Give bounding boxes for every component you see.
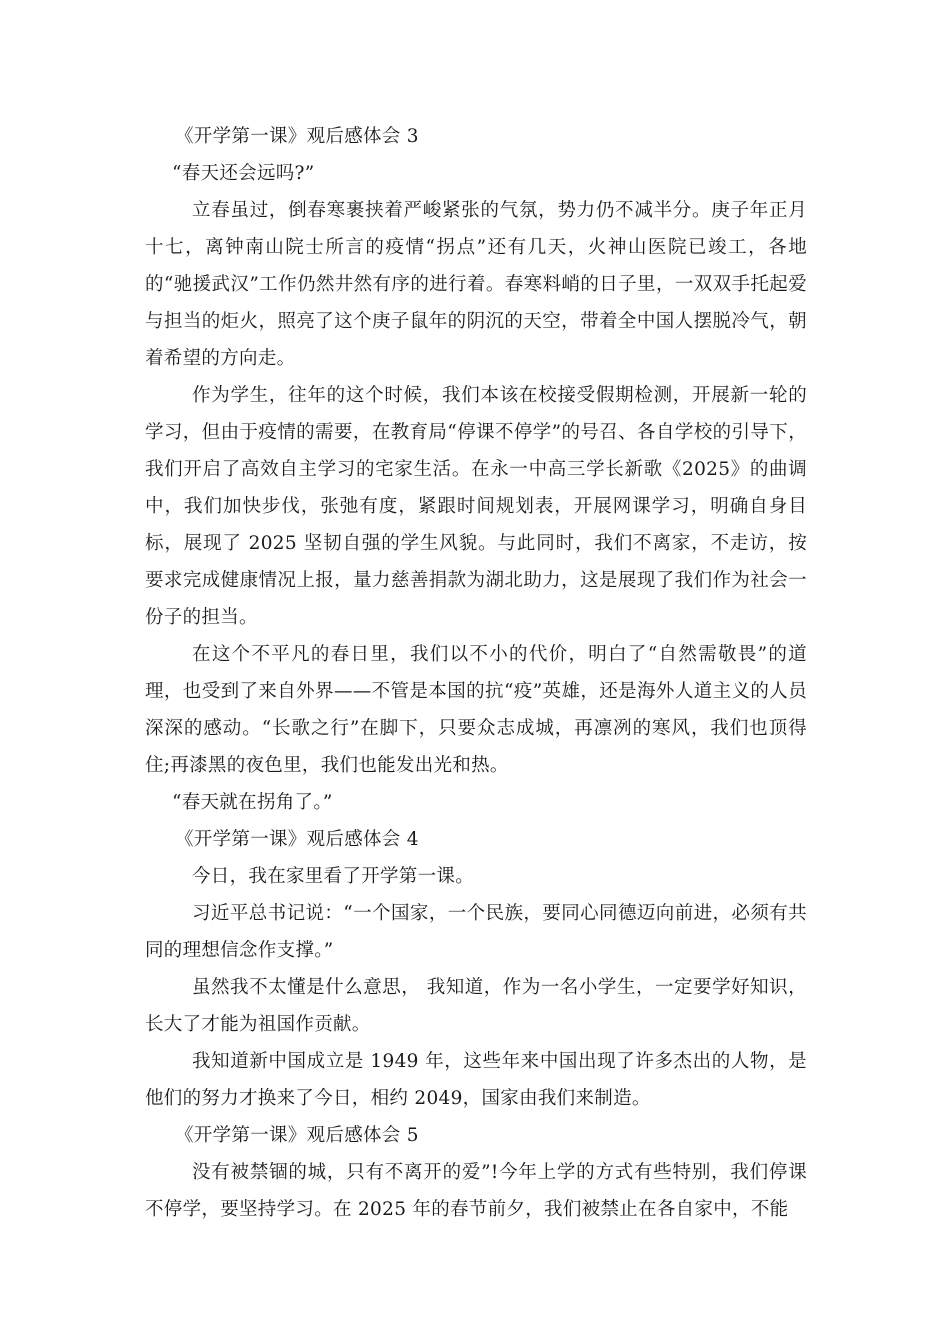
paragraph: 作为学生，往年的这个时候，我们本该在校接受假期检测，开展新一轮的学习，但由于疫情的需要，在教育局“停课不停学”的号召、各自学校的引导下，我们开启了高效自主学习的宅家生活。在永一中高三学长新歌《2025》的曲调中，我们加快步伐，张弛有度，紧跟时间规划表，开展网课学习，明确自身目标，展现了 2025 坚韧自强的学生风貌。与此同时，我们不离家，不走访，按要求完成健康情况上报，量力慈善捐款为湖北助力，这是展现了我们作为社会一份子的担当。 — [145, 385, 807, 628]
section-heading-4: 《开学第一课》观后感体会 4 — [175, 829, 419, 850]
paragraph: 没有被禁锢的城，只有不离开的爱”!今年上学的方式有些特别，我们停课不停学，要坚持学习。在 2025 年的春节前夕，我们被禁止在各自家中，不能 — [145, 1162, 807, 1220]
paragraph: 立春虽过，倒春寒裹挟着严峻紧张的气氛，势力仍不减半分。庚子年正月十七，离钟南山院士所言的疫情“拐点”还有几天，火神山医院已竣工，各地的“驰援武汉”工作仍然井然有序的进行着。春寒料峭的日子里，一双双手托起爱与担当的炬火，照亮了这个庚子鼠年的阴沉的天空，带着全中国人摆脱冷气，朝着希望的方向走。 — [145, 200, 807, 369]
closing-quote: “春天就在拐角了。” — [172, 792, 333, 813]
section-heading-3: 《开学第一课》观后感体会 3 — [175, 126, 419, 147]
opening-quote: “春天还会远吗?” — [172, 163, 315, 184]
paragraph: 在这个不平凡的春日里，我们以不小的代价，明白了“自然需敬畏”的道理，也受到了来自外界——不管是本国的抗“疫”英雄，还是海外人道主义的人员深深的感动。“长歌之行”在脚下，只要众志成城，再凛冽的寒风，我们也顶得住;再漆黑的夜色里，我们也能发出光和热。 — [145, 644, 807, 776]
document-body — [145, 118, 807, 1228]
section-heading-5: 《开学第一课》观后感体会 5 — [175, 1125, 419, 1146]
paragraph: 虽然我不太懂是什么意思， 我知道，作为一名小学生，一定要学好知识，长大了才能为祖国作贡献。 — [145, 977, 807, 1035]
paragraph: 习近平总书记说：“一个国家，一个民族，要同心同德迈向前进，必须有共同的理想信念作支撑。” — [145, 903, 807, 961]
paragraph: 今日，我在家里看了开学第一课。 — [192, 866, 475, 887]
paragraph: 我知道新中国成立是 1949 年，这些年来中国出现了许多杰出的人物，是他们的努力才换来了今日，相约 2049，国家由我们来制造。 — [145, 1051, 807, 1109]
